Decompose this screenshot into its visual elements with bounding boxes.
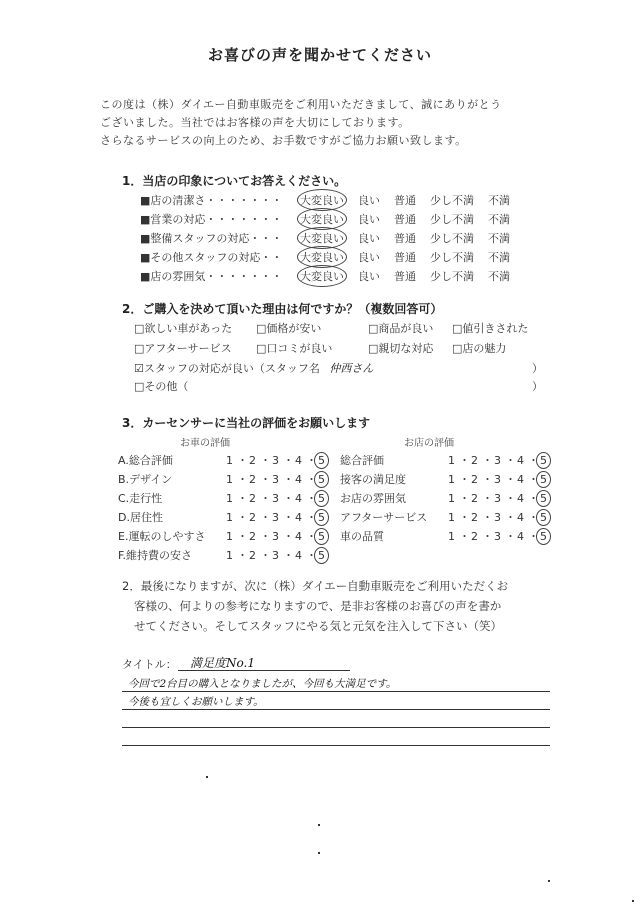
car-eval-scale bbox=[222, 509, 329, 525]
score-option[interactable]: 3 bbox=[494, 530, 501, 543]
scale-separator: ・ bbox=[459, 530, 470, 543]
score-option[interactable]: 1 bbox=[226, 454, 233, 467]
shop-eval-scale bbox=[444, 490, 551, 506]
q4-line-2: 客様の、何よりの参考になりますので、是非お客様のお喜びの声を書か bbox=[134, 599, 502, 613]
scale-separator: ・ bbox=[237, 473, 248, 486]
scale-separator: ・ bbox=[459, 454, 470, 467]
q1-heading: 1．当店の印象についてお答えください。 bbox=[122, 174, 347, 188]
scale-separator: ・ bbox=[260, 511, 271, 524]
q1-option[interactable]: 大変良い bbox=[300, 270, 344, 283]
q1-row bbox=[140, 211, 524, 227]
shop-eval-scale bbox=[444, 471, 551, 487]
scale-separator: ・ bbox=[528, 511, 539, 524]
score-option[interactable]: 4 bbox=[295, 473, 302, 486]
comment-line-1: 今回で2台目の購入となりましたが、今回も大満足です。 bbox=[128, 678, 397, 690]
car-eval-label: C.走行性 bbox=[118, 492, 163, 505]
score-option[interactable]: 4 bbox=[517, 473, 524, 486]
score-option[interactable]: 1 bbox=[448, 492, 455, 505]
q2-option[interactable]: □値引きされた bbox=[452, 322, 529, 335]
score-option[interactable]: 3 bbox=[272, 473, 279, 486]
scale-separator: ・ bbox=[505, 511, 516, 524]
q2-line-2 bbox=[134, 340, 506, 356]
q1-option[interactable]: 普通 bbox=[394, 194, 416, 207]
scale-separator: ・ bbox=[237, 549, 248, 562]
scale-separator: ・ bbox=[459, 511, 470, 524]
scale-separator: ・ bbox=[306, 530, 317, 543]
score-option[interactable]: 4 bbox=[295, 492, 302, 505]
scale-separator: ・ bbox=[260, 530, 271, 543]
q1-row bbox=[140, 249, 524, 265]
q1-option[interactable]: 普通 bbox=[394, 270, 416, 283]
scan-speck bbox=[206, 776, 208, 778]
car-eval-scale bbox=[222, 547, 329, 563]
score-option[interactable]: 2 bbox=[249, 473, 256, 486]
q2-line-1 bbox=[134, 320, 528, 336]
q1-option[interactable]: 普通 bbox=[394, 251, 416, 264]
score-option[interactable]: 2 bbox=[471, 492, 478, 505]
q4-title-value: 満足度No.1 bbox=[190, 656, 255, 670]
scale-separator: ・ bbox=[306, 473, 317, 486]
score-option[interactable]: 2 bbox=[471, 473, 478, 486]
q1-row-label: ■その他スタッフの対応・・ bbox=[140, 251, 283, 264]
score-option[interactable]: 1 bbox=[448, 530, 455, 543]
car-eval-scale bbox=[222, 528, 329, 544]
scale-separator: ・ bbox=[306, 511, 317, 524]
q1-option[interactable]: 良い bbox=[358, 213, 380, 226]
shop-eval-label: 総合評価 bbox=[340, 454, 384, 467]
shop-eval-label: お店の雰囲気 bbox=[340, 492, 406, 505]
score-option[interactable]: 5 bbox=[314, 511, 329, 524]
car-eval-label: F.維持費の安さ bbox=[118, 549, 193, 562]
shop-eval-label: 車の品質 bbox=[340, 530, 384, 543]
score-option[interactable]: 5 bbox=[314, 473, 329, 486]
q1-row-label: ■店の雰囲気・・・・・・・ bbox=[140, 270, 283, 283]
q2-staff-option[interactable]: ☑スタッフの対応が良い（スタッフ名 bbox=[134, 362, 320, 375]
q2-option[interactable]: □口コミが良い bbox=[256, 342, 333, 355]
q2-line-3-close: ） bbox=[532, 362, 543, 375]
scale-separator: ・ bbox=[528, 530, 539, 543]
scale-separator: ・ bbox=[260, 549, 271, 562]
q1-option[interactable]: 大変良い bbox=[300, 213, 344, 226]
q2-option[interactable]: □親切な対応 bbox=[368, 342, 434, 355]
q1-option[interactable]: 普通 bbox=[394, 232, 416, 245]
score-option[interactable]: 4 bbox=[295, 530, 302, 543]
scale-separator: ・ bbox=[283, 511, 294, 524]
score-option[interactable]: 2 bbox=[471, 530, 478, 543]
scale-separator: ・ bbox=[505, 530, 516, 543]
score-option[interactable]: 1 bbox=[448, 454, 455, 467]
q1-option[interactable]: 良い bbox=[358, 232, 380, 245]
scale-separator: ・ bbox=[237, 454, 248, 467]
q1-option[interactable]: 良い bbox=[358, 251, 380, 264]
score-option[interactable]: 5 bbox=[536, 492, 551, 505]
q4-title-label: タイトル： bbox=[122, 658, 177, 671]
score-option[interactable]: 2 bbox=[249, 492, 256, 505]
scan-speck bbox=[318, 852, 320, 854]
scale-separator: ・ bbox=[459, 492, 470, 505]
scale-separator: ・ bbox=[505, 454, 516, 467]
shop-eval-scale bbox=[444, 452, 551, 468]
car-eval-scale bbox=[222, 490, 329, 506]
q2-line-3 bbox=[134, 360, 373, 376]
car-eval-label: D.居住性 bbox=[118, 511, 163, 524]
scale-separator: ・ bbox=[283, 530, 294, 543]
score-option[interactable]: 5 bbox=[536, 454, 551, 467]
scale-separator: ・ bbox=[528, 454, 539, 467]
score-option[interactable]: 3 bbox=[272, 549, 279, 562]
q1-row bbox=[140, 230, 524, 246]
scale-separator: ・ bbox=[459, 473, 470, 486]
q1-option[interactable]: 大変良い bbox=[300, 194, 344, 207]
score-option[interactable]: 1 bbox=[226, 530, 233, 543]
q2-option[interactable]: □欲しい車があった bbox=[134, 322, 233, 335]
score-option[interactable]: 1 bbox=[448, 511, 455, 524]
q1-row bbox=[140, 268, 524, 284]
q1-option[interactable]: 不満 bbox=[488, 194, 510, 207]
score-option[interactable]: 3 bbox=[272, 530, 279, 543]
q3-heading: 3．カーセンサーに当社の評価をお願いします bbox=[122, 416, 371, 430]
score-option[interactable]: 3 bbox=[272, 454, 279, 467]
q1-row-label: ■店の清潔さ・・・・・・・ bbox=[140, 194, 283, 207]
q2-other-option[interactable]: □その他（ bbox=[134, 380, 189, 393]
q1-option[interactable]: 少し不満 bbox=[430, 270, 474, 283]
intro-line-2: ございました。当社ではお客様の声を大切にしております。 bbox=[100, 116, 410, 129]
car-eval-scale bbox=[222, 471, 329, 487]
score-option[interactable]: 4 bbox=[295, 511, 302, 524]
shop-eval-header: お店の評価 bbox=[404, 438, 454, 449]
score-option[interactable]: 1 bbox=[226, 473, 233, 486]
score-option[interactable]: 3 bbox=[494, 454, 501, 467]
q1-option[interactable]: 良い bbox=[358, 270, 380, 283]
q4-line-3: せてください。そしてスタッフにやる気と元気を注入して下さい（笑） bbox=[134, 619, 502, 633]
scale-separator: ・ bbox=[283, 549, 294, 562]
scale-separator: ・ bbox=[237, 530, 248, 543]
score-option[interactable]: 3 bbox=[272, 511, 279, 524]
car-eval-label: E.運転のしやすさ bbox=[118, 530, 206, 543]
scale-separator: ・ bbox=[306, 549, 317, 562]
scale-separator: ・ bbox=[306, 492, 317, 505]
car-eval-header: お車の評価 bbox=[180, 438, 230, 449]
q1-option[interactable]: 少し不満 bbox=[430, 251, 474, 264]
q1-option[interactable]: 不満 bbox=[488, 270, 510, 283]
score-option[interactable]: 4 bbox=[517, 492, 524, 505]
score-option[interactable]: 1 bbox=[226, 549, 233, 562]
intro-line-3: さらなるサービスの向上のため、お手数ですがご協力お願い致します。 bbox=[100, 134, 467, 147]
q2-option[interactable]: □アフターサービス bbox=[134, 342, 232, 355]
score-option[interactable]: 3 bbox=[494, 492, 501, 505]
q1-row-label: ■整備スタッフの対応・・・ bbox=[140, 232, 283, 245]
score-option[interactable]: 2 bbox=[471, 454, 478, 467]
score-option[interactable]: 2 bbox=[249, 511, 256, 524]
score-option[interactable]: 4 bbox=[295, 549, 302, 562]
q2-option[interactable]: □価格が安い bbox=[256, 322, 322, 335]
q1-option[interactable]: 少し不満 bbox=[430, 213, 474, 226]
comment-rule-4 bbox=[122, 745, 550, 746]
score-option[interactable]: 5 bbox=[314, 530, 329, 543]
scan-speck bbox=[632, 900, 634, 902]
score-option[interactable]: 2 bbox=[249, 530, 256, 543]
q2-heading: 2．ご購入を決めて頂いた理由は何ですか？（複数回答可） bbox=[122, 302, 443, 316]
score-option[interactable]: 4 bbox=[517, 454, 524, 467]
q1-option[interactable]: 不満 bbox=[488, 232, 510, 245]
score-option[interactable]: 5 bbox=[314, 454, 329, 467]
score-option[interactable]: 5 bbox=[314, 492, 329, 505]
scale-separator: ・ bbox=[283, 454, 294, 467]
scale-separator: ・ bbox=[306, 454, 317, 467]
score-option[interactable]: 5 bbox=[536, 530, 551, 543]
q2-other-close: ） bbox=[532, 380, 543, 393]
scan-speck bbox=[318, 824, 320, 826]
scale-separator: ・ bbox=[237, 511, 248, 524]
staff-name-handwritten: 仲西さん bbox=[329, 362, 374, 375]
shop-eval-scale bbox=[444, 528, 551, 544]
shop-eval-label: 接客の満足度 bbox=[340, 473, 406, 486]
score-option[interactable]: 2 bbox=[249, 454, 256, 467]
score-option[interactable]: 5 bbox=[536, 473, 551, 486]
score-option[interactable]: 3 bbox=[494, 473, 501, 486]
scale-separator: ・ bbox=[283, 492, 294, 505]
scale-separator: ・ bbox=[528, 492, 539, 505]
score-option[interactable]: 5 bbox=[536, 511, 551, 524]
q2-option[interactable]: □店の魅力 bbox=[452, 342, 507, 355]
q1-option[interactable]: 不満 bbox=[488, 213, 510, 226]
q4-heading: 2．最後になりますが、次に（株）ダイエー自動車販売をご利用いただくお bbox=[122, 579, 509, 593]
score-option[interactable]: 2 bbox=[249, 549, 256, 562]
scale-separator: ・ bbox=[482, 530, 493, 543]
scale-separator: ・ bbox=[482, 511, 493, 524]
car-eval-scale bbox=[222, 452, 329, 468]
q1-option[interactable]: 普通 bbox=[394, 213, 416, 226]
car-eval-label: B.デザイン bbox=[118, 473, 173, 486]
score-option[interactable]: 1 bbox=[448, 473, 455, 486]
scale-separator: ・ bbox=[260, 473, 271, 486]
score-option[interactable]: 4 bbox=[295, 454, 302, 467]
shop-eval-scale bbox=[444, 509, 551, 525]
q1-option[interactable]: 大変良い bbox=[300, 251, 344, 264]
q1-option[interactable]: 不満 bbox=[488, 251, 510, 264]
q1-option[interactable]: 少し不満 bbox=[430, 232, 474, 245]
q1-row-label: ■営業の対応・・・・・・・ bbox=[140, 213, 283, 226]
shop-eval-label: アフターサービス bbox=[340, 511, 428, 524]
scan-speck bbox=[548, 880, 550, 882]
score-option[interactable]: 4 bbox=[517, 530, 524, 543]
scale-separator: ・ bbox=[505, 473, 516, 486]
score-option[interactable]: 5 bbox=[314, 549, 329, 562]
q1-option[interactable]: 少し不満 bbox=[430, 194, 474, 207]
page-title: お喜びの声を聞かせてください bbox=[207, 46, 432, 64]
scale-separator: ・ bbox=[528, 473, 539, 486]
comment-line-2: 今後も宜しくお願いします。 bbox=[128, 696, 264, 708]
title-underline bbox=[178, 670, 350, 671]
intro-line-1: この度は（株）ダイエー自動車販売をご利用いただきまして、誠にありがとう bbox=[100, 98, 502, 111]
score-option[interactable]: 4 bbox=[517, 511, 524, 524]
q1-option[interactable]: 大変良い bbox=[300, 232, 344, 245]
score-option[interactable]: 3 bbox=[494, 511, 501, 524]
scale-separator: ・ bbox=[505, 492, 516, 505]
car-eval-label: A.総合評価 bbox=[118, 454, 173, 467]
q1-row bbox=[140, 192, 524, 208]
q1-option[interactable]: 良い bbox=[358, 194, 380, 207]
score-option[interactable]: 3 bbox=[272, 492, 279, 505]
q2-option[interactable]: □商品が良い bbox=[368, 322, 434, 335]
scale-separator: ・ bbox=[482, 454, 493, 467]
score-option[interactable]: 1 bbox=[226, 511, 233, 524]
scale-separator: ・ bbox=[260, 492, 271, 505]
comment-rule-3 bbox=[122, 727, 550, 728]
scale-separator: ・ bbox=[482, 492, 493, 505]
comment-rule-1 bbox=[122, 691, 550, 692]
score-option[interactable]: 2 bbox=[471, 511, 478, 524]
scale-separator: ・ bbox=[482, 473, 493, 486]
comment-rule-2 bbox=[122, 709, 550, 710]
scale-separator: ・ bbox=[237, 492, 248, 505]
score-option[interactable]: 1 bbox=[226, 492, 233, 505]
scale-separator: ・ bbox=[283, 473, 294, 486]
scale-separator: ・ bbox=[260, 454, 271, 467]
